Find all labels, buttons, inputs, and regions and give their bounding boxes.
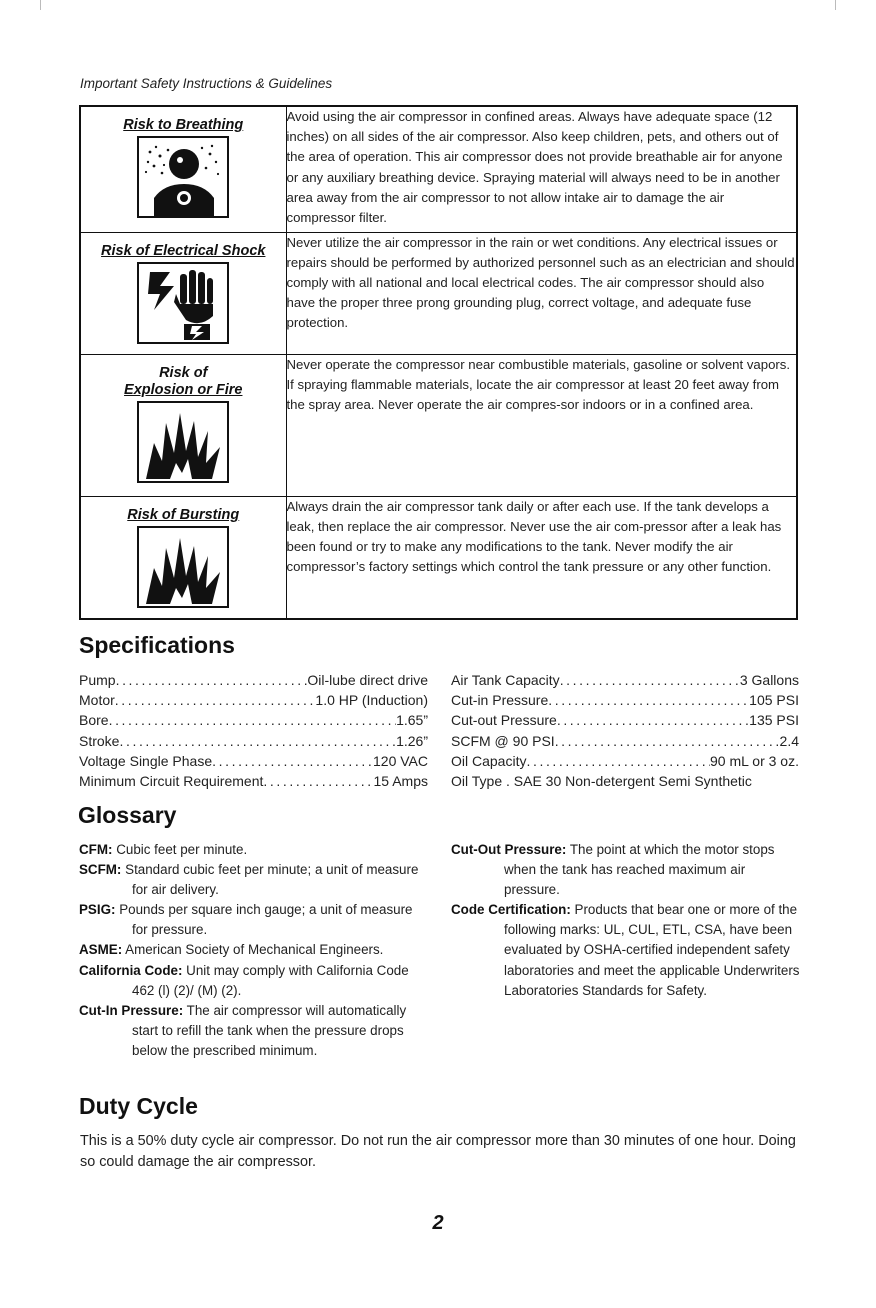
spec-label: Cut-in Pressure: [451, 692, 549, 709]
crop-mark-left: [40, 0, 41, 10]
glossary-term: California Code:: [79, 962, 183, 978]
glossary-definition: American Society of Mechanical Engineers.: [125, 942, 384, 958]
spec-value: 90 mL or 3 oz.: [710, 752, 799, 769]
spec-row: [79, 670, 428, 690]
glossary-title: Glossary: [78, 802, 177, 828]
glossary-term: ASME:: [79, 942, 123, 958]
spec-row: [451, 670, 799, 690]
glossary-item: [451, 900, 801, 1000]
spec-label: Cut-out Pressure: [451, 712, 557, 729]
risk-description: Always drain the air compressor tank daily or after each use. If the tank develops a leak, then replace the air compressor. Never use the air com-pressor after a leak has been found or try to make any modifications to the tank. Never modify the air compressor’s factory settings which control the tank pressure or any other function.: [286, 496, 797, 619]
spec-value: 1.65”: [396, 712, 428, 729]
glossary-item: [79, 860, 429, 900]
spec-row: [79, 710, 428, 730]
spec-row: [79, 690, 428, 710]
spec-label: Air Tank Capacity: [451, 672, 560, 688]
glossary-term: Cut-In Pressure:: [79, 1002, 184, 1018]
risk-description: Never utilize the air compressor in the rain or wet conditions. Any electrical issues or repairs should be performed by authorized personnel such as an electrician and should comply with all national and local electrical codes. The air compressor should also have the proper three prong grounding plug, correct voltage, and adequate fuse protection.: [286, 232, 797, 354]
glossary-item: [79, 900, 429, 940]
glossary-term: SCFM:: [79, 862, 122, 878]
glossary-right-column: [451, 840, 801, 1001]
spec-row: [451, 710, 799, 730]
specifications-title: Specifications: [79, 632, 235, 658]
electrical-shock-icon: [137, 262, 229, 344]
spec-value: 135 PSI: [749, 712, 799, 729]
spec-value: 1.0 HP (Induction): [315, 692, 428, 709]
glossary-term: PSIG:: [79, 902, 116, 918]
glossary-item: [79, 840, 429, 860]
specs-left-column: [79, 670, 428, 791]
spec-value: 120 VAC: [373, 752, 428, 769]
risk-title: Risk of Bursting: [127, 506, 240, 523]
spec-value: 3 Gallons: [739, 672, 799, 688]
spec-label: Oil Capacity: [451, 752, 527, 769]
glossary-term: Code Certification:: [451, 902, 571, 918]
spec-row: [451, 771, 799, 791]
spec-value: 1.26”: [396, 732, 428, 749]
risk-row-electrical: [80, 232, 797, 354]
glossary-definition: Products that bear one or more of the following marks: UL, CUL, ETL, CSA, have been evaluated by OSHA-certified independent safety laboratories and meet the applicable Underwriters Laboratories Standards for Safety.: [504, 902, 800, 998]
crop-mark-right: [835, 0, 836, 10]
spec-value: Oil-lube direct drive: [307, 672, 428, 688]
spec-row: [79, 771, 428, 791]
spec-label: Bore: [79, 712, 109, 729]
risk-row-breathing: [80, 106, 797, 232]
spec-value: 2.4: [779, 732, 799, 749]
spec-label: Voltage Single Phase: [79, 752, 213, 769]
explosion-icon: [137, 401, 229, 483]
spec-value: 15 Amps: [373, 773, 428, 790]
bursting-icon: [137, 526, 229, 608]
spec-value: . SAE 30 Non-detergent Semi Synthetic: [506, 773, 752, 790]
glossary-term: Cut-Out Pressure:: [451, 842, 567, 857]
spec-label: Oil Type: [451, 773, 503, 790]
risk-title-line: Risk of: [159, 364, 208, 381]
page-number: 2: [432, 1212, 444, 1234]
spec-row: [451, 690, 799, 710]
risk-title: Risk to Breathing: [123, 117, 244, 133]
glossary-item: [451, 840, 801, 900]
glossary-item: [79, 940, 429, 960]
spec-label: Minimum Circuit Requirement: [79, 773, 264, 790]
glossary-definition: The point at which the motor stops when the tank has reached maximum air pressure.: [504, 842, 775, 898]
spec-value: 105 PSI: [749, 692, 799, 709]
risk-title-line: Explosion or Fire: [124, 381, 243, 398]
safety-table: [79, 105, 798, 620]
spec-row: [79, 731, 428, 751]
spec-row: [451, 731, 799, 751]
risk-title: Risk of Electrical Shock: [101, 242, 266, 259]
glossary-left-column: [79, 840, 429, 1061]
spec-label: Stroke: [79, 732, 120, 749]
glossary-definition: Cubic feet per minute.: [116, 842, 248, 857]
spec-row: [451, 751, 799, 771]
glossary-item: [79, 961, 429, 1001]
spec-label: SCFM @ 90 PSI: [451, 732, 555, 749]
risk-description: Avoid using the air compressor in confined areas. Always have adequate space (12 inches) on all sides of the air compressor. Also keep children, pets, and others out of the area of operation. This air compressor does not provide breathable air for anyone or any auxiliary breathing device. Spraying material will always need to be in another area away from the air compressor to not allow intake air to damage the air compressor filter.: [286, 106, 797, 232]
spec-label: Pump: [79, 672, 116, 688]
duty-cycle-text: This is a 50% duty cycle air compressor. Do not run the air compressor more than 30 minutes of one hour. Doing so could damage the air compressor.: [80, 1133, 796, 1170]
duty-cycle-title: Duty Cycle: [79, 1093, 198, 1119]
glossary-definition: The air compressor will automatically start to refill the tank when the pressure drops below the prescribed minimum.: [132, 1002, 407, 1058]
glossary-definition: Standard cubic feet per minute; a unit of measure for air delivery.: [125, 862, 419, 898]
spec-row: [79, 751, 428, 771]
risk-row-bursting: [80, 496, 797, 619]
header-note: Important Safety Instructions & Guidelines: [80, 76, 333, 91]
glossary-definition: Unit may comply with California Code 462 (l) (2)/ (M) (2).: [132, 962, 409, 998]
risk-description: Never operate the compressor near combustible materials, gasoline or solvent vapors. If spraying flammable materials, locate the air compressor at least 20 feet away from the spray area. Never operate the air compres-sor indoors or in a confined area.: [286, 354, 797, 496]
risk-title: [81, 365, 286, 399]
spec-label: Motor: [79, 692, 115, 709]
specs-right-column: [451, 670, 799, 791]
glossary-definition: Pounds per square inch gauge; a unit of measure for pressure.: [119, 902, 413, 938]
breathing-hazard-icon: [137, 136, 229, 218]
glossary-item: [79, 1001, 429, 1061]
glossary-term: CFM:: [79, 842, 113, 857]
risk-row-explosion: [80, 354, 797, 496]
